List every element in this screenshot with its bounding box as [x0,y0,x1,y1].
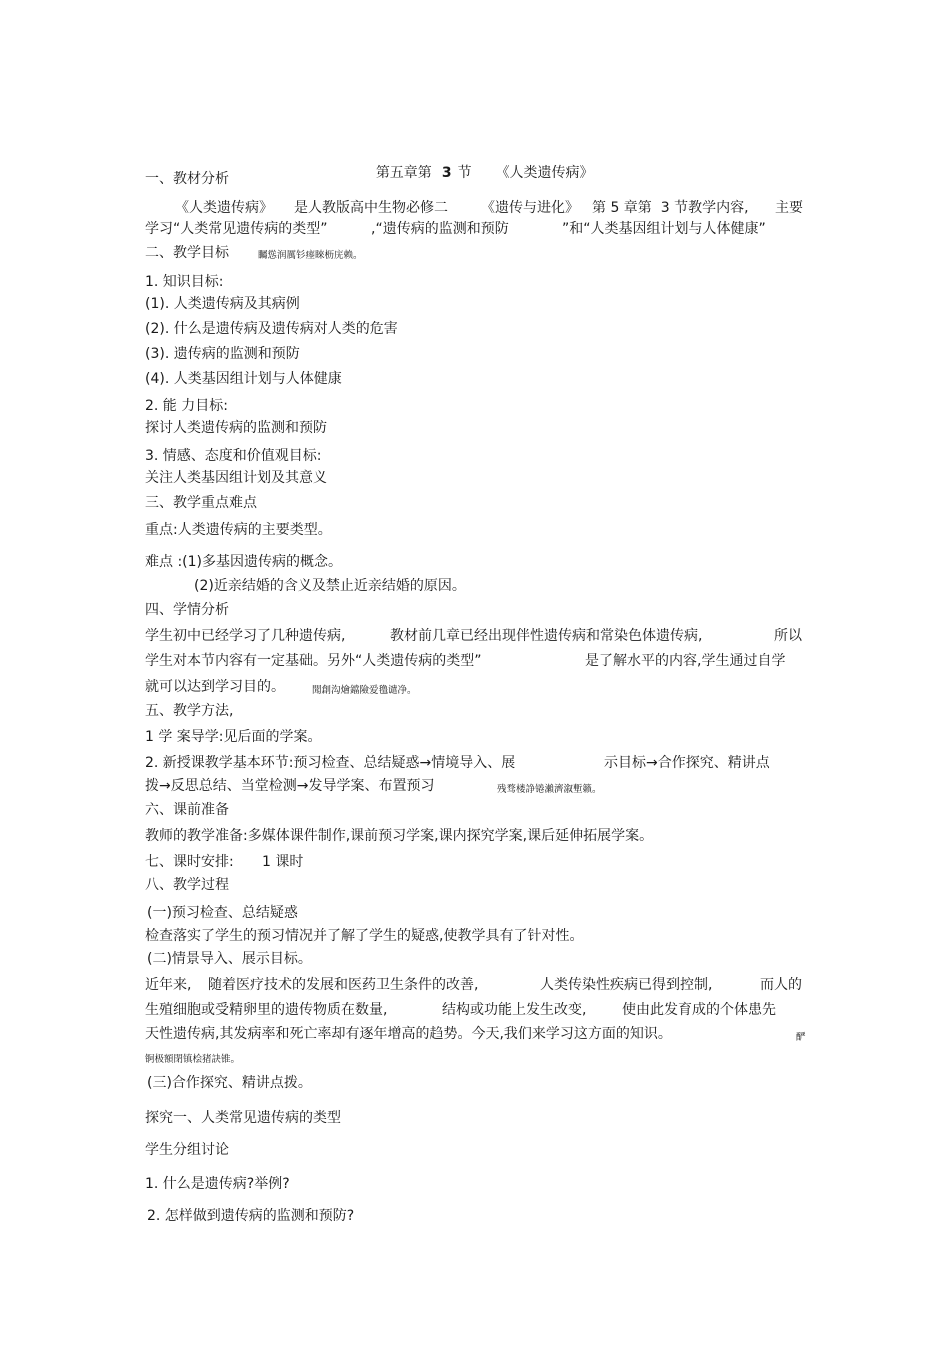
paragraph-line: 示目标→合作探究、精讲点 [604,755,770,771]
subsection-heading: (三)合作探究、精讲点拨。 [147,1075,312,1091]
paragraph-line: 结构或功能上发生改变, [442,1002,587,1018]
list-item: (4). 人类基因组计划与人体健康 [145,371,342,387]
paragraph-line: 所以 [774,628,802,644]
list-item: 2. 能 力目标: [145,398,228,414]
paragraph-line: 是了解水平的内容,学生通过自学 [585,653,786,669]
section-heading: 五、教学方法, [145,703,234,719]
paragraph-line: 《人类遗传病》 [175,200,273,216]
noise-text: 酽 [796,1032,806,1043]
paragraph-line: 拨→反思总结、当堂检测→发导学案、布置预习 [145,778,435,794]
subsection-heading: (二)情景导入、展示目标。 [147,951,312,967]
list-item: 2. 怎样做到遗传病的监测和预防? [147,1208,355,1224]
paragraph-line: 就可以达到学习目的。 [145,679,285,695]
paragraph-line: 教师的教学准备:多媒体课件制作,课前预习学案,课内探究学案,课后延伸拓展学案。 [145,828,654,844]
paragraph-line: 而人的 [760,977,802,993]
list-item: 探讨人类遗传病的监测和预防 [145,420,327,436]
paragraph-line: 学生对本节内容有一定基础。另外“人类遗传病的类型” [145,653,482,669]
paragraph-line: 1 学 案导学:见后面的学案。 [145,729,322,745]
paragraph-line: 学生分组讨论 [145,1142,229,1158]
paragraph-line: 教材前几章已经出现伴性遗传病和常染色体遗传病, [390,628,703,644]
paragraph-line: 重点:人类遗传病的主要类型。 [145,522,332,538]
section-heading: 六、课前准备 [145,802,229,818]
paragraph-line: 检查落实了学生的预习情况并了解了学生的疑惑,使教学具有了针对性。 [145,928,584,944]
paragraph-line: 天性遗传病,其发病率和死亡率却有逐年增高的趋势。今天,我们来学习这方面的知识。 [145,1026,672,1042]
section-heading: 四、学情分析 [145,602,229,618]
paragraph-line: 随着医疗技术的发展和医药卫生条件的改善, [208,977,479,993]
paragraph-line: 难点 :(1)多基因遗传病的概念。 [145,554,342,570]
section-heading: 三、教学重点难点 [145,495,257,511]
paragraph-line: 学习“人类常见遗传病的类型” [145,221,328,237]
list-item: 关注人类基因组计划及其意义 [145,470,327,486]
paragraph-line: 是人教版高中生物必修二 [294,200,448,216]
section-heading: 一、教材分析 [145,171,229,187]
list-item: (2). 什么是遗传病及遗传病对人类的危害 [145,321,398,337]
paragraph-line: (2)近亲结婚的含义及禁止近亲结婚的原因。 [194,578,466,594]
paragraph-line: 第 5 章第 3 节教学内容, [592,200,749,216]
list-item: 3. 情感、态度和价值观目标: [145,448,322,464]
paragraph-line: 学生初中已经学习了几种遗传病, [145,628,346,644]
subsection-heading: (一)预习检查、总结疑惑 [147,905,298,921]
noise-text: 锕极額閉镇桧猪訣锥。 [145,1054,241,1065]
paragraph-line: 人类传染性疾病已得到控制, [540,977,713,993]
paragraph-line: ,“遗传病的监测和预防 [371,221,509,237]
list-item: (1). 人类遗传病及其病例 [145,296,300,312]
paragraph-line: 生殖细胞或受精卵里的遗传物质在数量, [145,1002,388,1018]
noise-text: 聞創沟燴鐺險爱氇谴净。 [312,685,417,696]
paragraph-line: ”和“人类基因组计划与人体健康” [562,221,766,237]
page-title: 第五章第 3 节 《人类遗传病》 [375,165,594,181]
noise-text: 矚慫润厲钐瘗睞枥庑赖。 [258,250,363,261]
list-item: 1. 什么是遗传病?举例? [145,1176,290,1192]
paragraph-line: 近年来, [145,977,192,993]
list-item: 1. 知识目标: [145,274,224,290]
section-heading: 七、课时安排: [145,854,234,870]
noise-text: 残骛楼諍锩瀨濟溆塹籟。 [497,784,602,795]
paragraph-line: 主要 [775,200,803,216]
paragraph-line: 探究一、人类常见遗传病的类型 [145,1110,341,1126]
section-heading: 二、教学目标 [145,245,229,261]
paragraph-line: 使由此发育成的个体患先 [622,1002,776,1018]
list-item: (3). 遗传病的监测和预防 [145,346,300,362]
paragraph-line: 1 课时 [262,854,304,870]
section-heading: 八、教学过程 [145,877,229,893]
paragraph-line: 2. 新授课教学基本环节:预习检查、总结疑惑→情境导入、展 [145,755,516,771]
paragraph-line: 《遗传与进化》 [481,200,579,216]
